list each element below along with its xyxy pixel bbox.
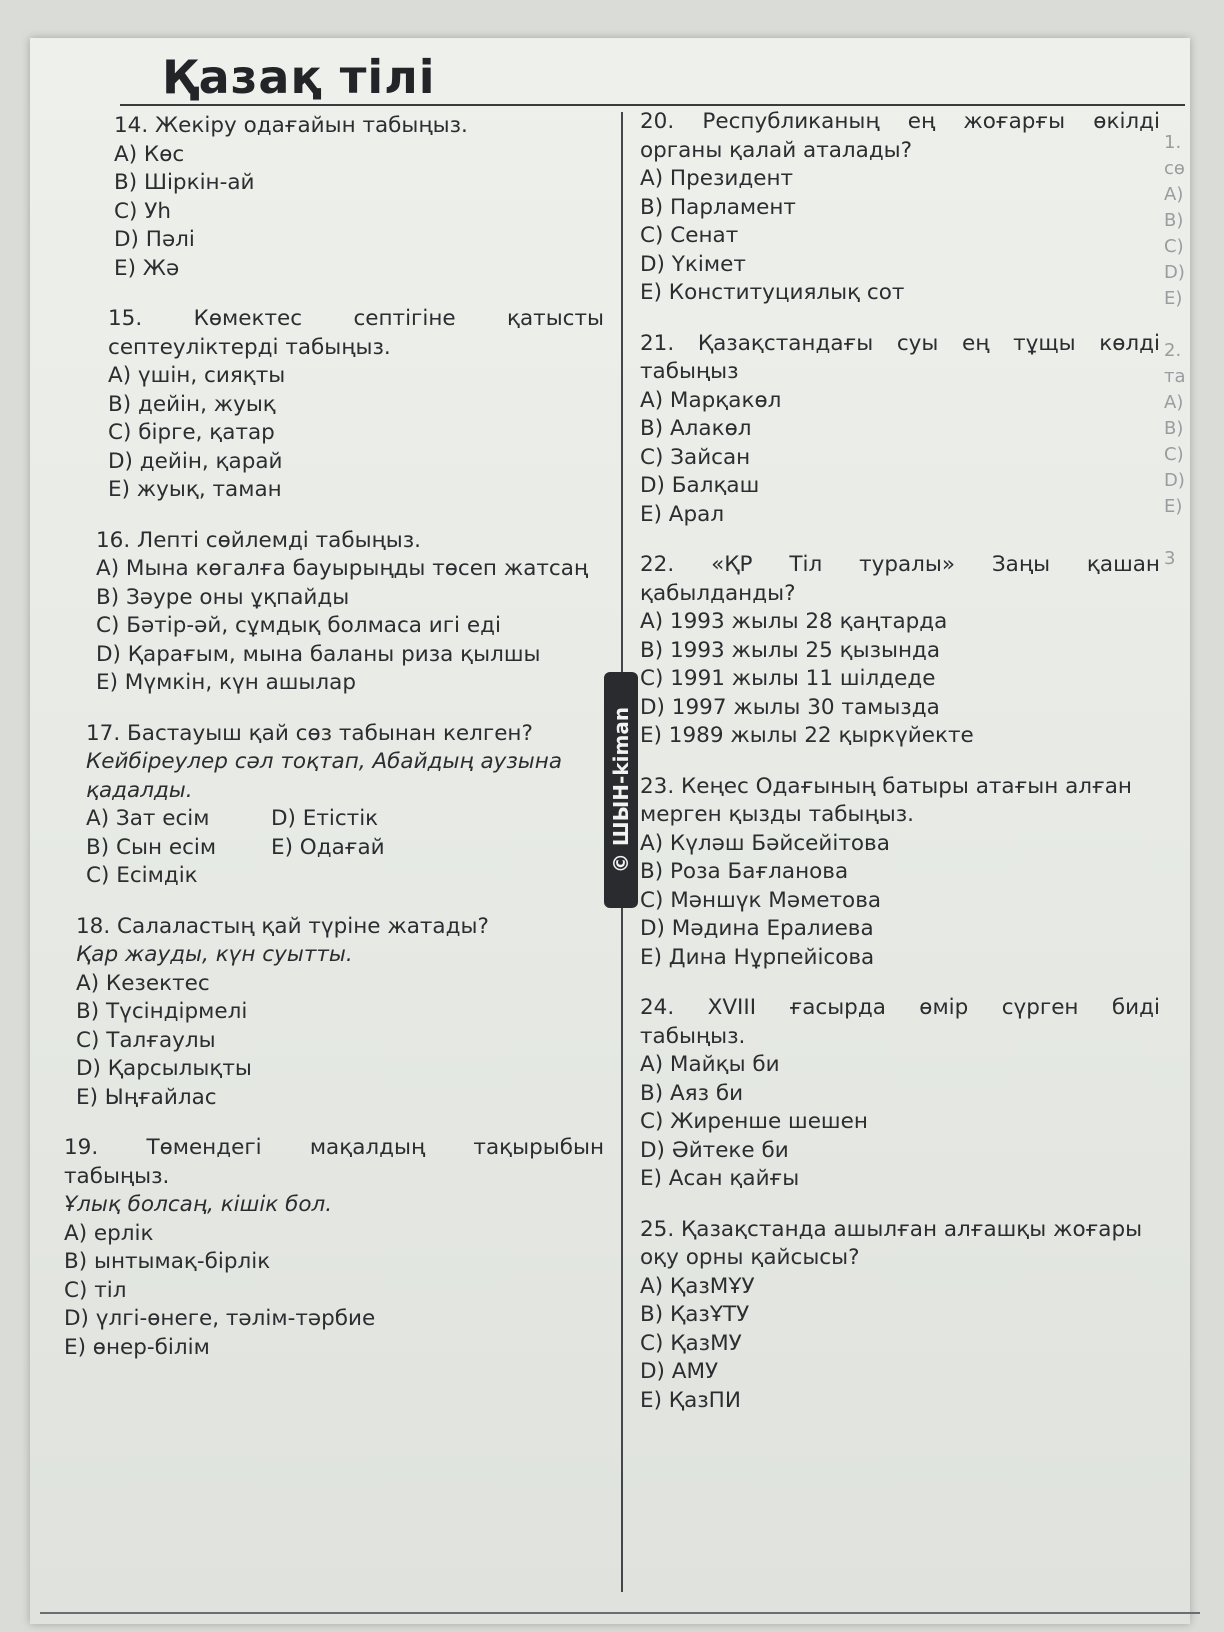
option-b: B) ынтымақ-бірлік xyxy=(64,1249,271,1274)
option-d: D) АМУ xyxy=(640,1359,719,1384)
question-proverb: Ұлық болсаң, кішік бол. xyxy=(64,1192,333,1217)
question-text: 19. Төмендегі мақалдың тақырыбын xyxy=(64,1135,604,1160)
question-text-line2: мерген қызды табыңыз. xyxy=(640,802,914,827)
option-e: E) Дина Нұрпейісова xyxy=(640,944,875,970)
next-page-margin xyxy=(1164,130,1204,572)
margin-fragment: E) xyxy=(1164,288,1183,309)
option-a: A) үшін, сияқты xyxy=(108,363,286,388)
watermark-badge xyxy=(604,672,638,908)
question-text: 23. Кеңес Одағының батыры атағын алған xyxy=(640,773,1132,799)
option-e: E) жуық, таман xyxy=(108,477,282,502)
left-column xyxy=(64,112,604,1384)
question-sentence: Кейбіреулер сәл тоқтап, Абайдың аузына қадалды. xyxy=(86,749,562,803)
option-a: A) 1993 жылы 28 қаңтарда xyxy=(640,609,948,634)
margin-fragment: 2. xyxy=(1164,340,1182,361)
option-d: D) Әйтеке би xyxy=(640,1137,789,1163)
question-text-line2: табыңыз. xyxy=(64,1163,170,1189)
option-e: E) Жә xyxy=(114,255,180,281)
margin-fragment: D) xyxy=(1164,262,1185,283)
option-b: B) дейін, жуық xyxy=(108,391,276,417)
option-d: D) Қарағым, мына баланы риза қылшы xyxy=(96,641,541,667)
option-c: C) Бәтір-әй, сұмдық болмаса игі еді xyxy=(96,613,501,638)
question-sentence: Қар жауды, күн суытты. xyxy=(76,942,353,967)
question-text: 18. Салаластың қай түріне жатады? xyxy=(76,913,489,939)
option-a: A) Президент xyxy=(640,166,794,191)
option-b: B) Роза Бағланова xyxy=(640,859,849,884)
question-text: 15. Көмектес септігіне қатысты xyxy=(108,306,604,331)
option-d: D) 1997 жылы 30 тамызда xyxy=(640,694,940,720)
option-a: A) ерлік xyxy=(64,1220,154,1246)
option-e: E) Асан қайғы xyxy=(640,1166,800,1191)
margin-fragment: B) xyxy=(1164,418,1184,439)
option-c: C) тіл xyxy=(64,1277,127,1303)
margin-fragment: B) xyxy=(1164,210,1184,231)
option-b: B) Алакөл xyxy=(640,416,752,441)
option-c: C) Талғаулы xyxy=(76,1027,216,1053)
option-e: E) 1989 жылы 22 қыркүйекте xyxy=(640,723,974,748)
option-e: E) Одағай xyxy=(271,834,385,860)
question-18 xyxy=(64,913,604,1113)
page-title: Қазақ тілі xyxy=(162,50,436,104)
option-b: B) ҚазҰТУ xyxy=(640,1302,750,1327)
question-text: 22. «ҚР Тіл туралы» Заңы қашан xyxy=(640,552,1160,577)
bottom-rule xyxy=(40,1612,1200,1614)
option-c: C) Зайсан xyxy=(640,444,751,470)
option-e: E) ҚазПИ xyxy=(640,1387,741,1413)
question-21 xyxy=(640,330,1160,530)
option-d: D) үлгі-өнеге, тәлім-тәрбие xyxy=(64,1306,376,1331)
margin-fragment: сө xyxy=(1164,158,1185,179)
option-a: A) Марқакөл xyxy=(640,387,782,413)
option-e: E) өнер-білім xyxy=(64,1334,210,1360)
option-d: D) Етістік xyxy=(271,806,379,831)
option-e: E) Арал xyxy=(640,501,725,527)
question-text-line2: оқу орны қайсысы? xyxy=(640,1245,860,1270)
question-17 xyxy=(64,720,604,891)
margin-fragment: E) xyxy=(1164,496,1183,517)
margin-fragment: C) xyxy=(1164,236,1184,257)
question-text: 20. Республиканың ең жоғарғы өкілді xyxy=(640,109,1160,134)
option-c: C) бірге, қатар xyxy=(108,420,275,445)
option-b: B) Зәуре оны ұқпайды xyxy=(96,584,350,610)
option-b: B) Аяз би xyxy=(640,1080,744,1106)
option-c: C) Мәншүк Мәметова xyxy=(640,887,882,913)
question-23 xyxy=(640,773,1160,973)
option-a: A) Көс xyxy=(114,141,185,167)
option-b: B) Шіркін-ай xyxy=(114,170,255,195)
option-e: E) Ыңғайлас xyxy=(76,1084,217,1110)
option-b: B) 1993 жылы 25 қызында xyxy=(640,637,941,663)
option-c: C) Сенат xyxy=(640,223,739,248)
option-e: E) Конституциялық сот xyxy=(640,280,905,305)
margin-fragment: A) xyxy=(1164,392,1184,413)
question-text-line2: органы қалай аталады? xyxy=(640,137,913,163)
question-text-line2: септеуліктерді табыңыз. xyxy=(108,334,391,360)
option-e: E) Мүмкін, күн ашылар xyxy=(96,670,356,695)
option-a: A) Мына көгалға бауырыңды төсеп жатсаң xyxy=(96,556,589,581)
question-text: 17. Бастауыш қай сөз табынан келген? xyxy=(86,720,533,746)
margin-fragment: A) xyxy=(1164,184,1184,205)
question-22 xyxy=(640,551,1160,751)
option-c: C) Жиренше шешен xyxy=(640,1109,868,1134)
question-text: 21. Қазақстандағы суы ең тұщы көлді xyxy=(640,330,1160,356)
margin-fragment xyxy=(1164,520,1204,546)
options-grid xyxy=(86,805,604,891)
question-25 xyxy=(640,1216,1160,1416)
question-20 xyxy=(640,108,1160,308)
option-b: B) Сын есім xyxy=(86,834,217,860)
margin-fragment: 3 xyxy=(1164,548,1176,569)
question-text: 24. XVIII ғасырда өмір сүрген биді xyxy=(640,995,1160,1020)
option-b: B) Парламент xyxy=(640,194,796,220)
option-d: D) Үкімет xyxy=(640,251,746,277)
margin-fragment: C) xyxy=(1164,444,1184,465)
question-text: 25. Қазақстанда ашылған алғашқы жоғары xyxy=(640,1216,1143,1242)
margin-fragment: 1. xyxy=(1164,132,1182,153)
question-text: 14. Жекіру одағайын табыңыз. xyxy=(114,113,468,138)
margin-fragment xyxy=(1164,312,1204,338)
option-a: A) ҚазМҰУ xyxy=(640,1273,755,1299)
option-a: A) Майқы би xyxy=(640,1052,780,1077)
option-c: C) 1991 жылы 11 шілдеде xyxy=(640,666,936,691)
option-b: B) Түсіндірмелі xyxy=(76,999,248,1024)
option-d: D) Мәдина Ералиева xyxy=(640,916,874,941)
option-a: A) Күләш Бәйсейітова xyxy=(640,830,890,856)
question-text-line2: табыңыз xyxy=(640,359,739,384)
question-text-line2: табыңыз. xyxy=(640,1023,746,1049)
option-c: C) ҚазМУ xyxy=(640,1330,742,1356)
option-c: C) Есімдік xyxy=(86,863,198,888)
question-15 xyxy=(64,305,604,505)
option-d: D) Пәлі xyxy=(114,227,195,252)
option-d: D) Қарсылықты xyxy=(76,1056,252,1081)
watermark-text: © ШЫН-kiman xyxy=(609,706,633,874)
question-text-line2: қабылданды? xyxy=(640,580,796,606)
question-text: 16. Лепті сөйлемді табыңыз. xyxy=(96,527,421,553)
option-c: C) Уһ xyxy=(114,198,171,224)
question-16 xyxy=(64,527,604,698)
option-a: A) Кезектес xyxy=(76,970,210,996)
option-d: D) дейін, қарай xyxy=(108,448,283,474)
question-24 xyxy=(640,994,1160,1194)
margin-fragment: та xyxy=(1164,366,1186,387)
option-d: D) Балқаш xyxy=(640,473,760,498)
question-14 xyxy=(64,112,604,283)
right-column xyxy=(640,108,1160,1437)
option-a: A) Зат есім xyxy=(86,806,210,831)
margin-fragment: D) xyxy=(1164,470,1185,491)
title-rule xyxy=(120,104,1185,106)
question-19 xyxy=(64,1134,604,1362)
